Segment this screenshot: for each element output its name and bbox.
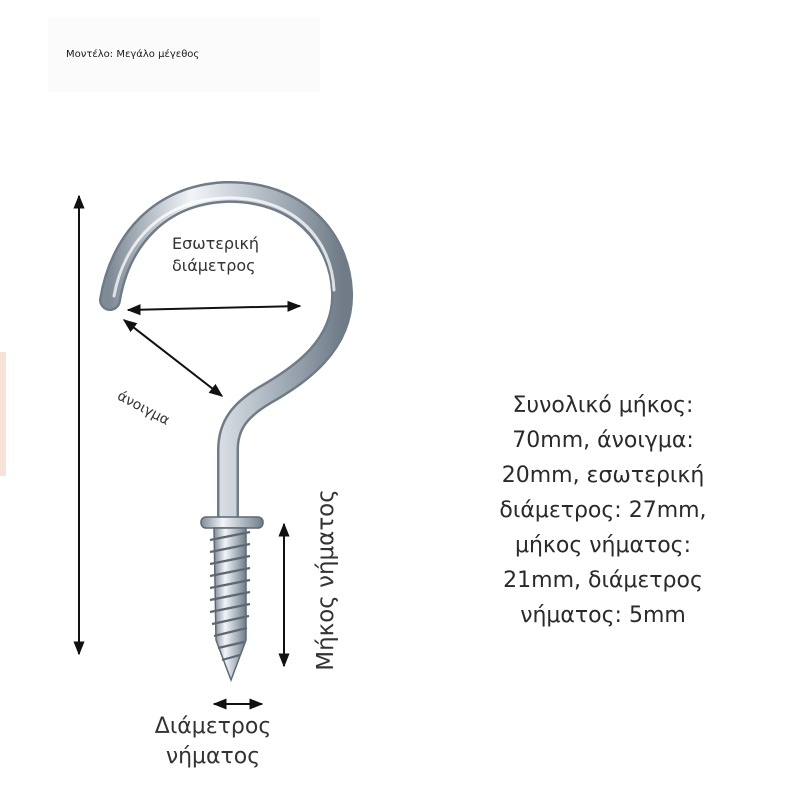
model-label: Μοντέλο: Μεγάλο μέγεθος <box>66 49 200 60</box>
inner-diameter-arrow <box>128 306 300 310</box>
thread-diameter-label: Διάμετρος νήματος <box>154 714 272 769</box>
inner-diameter-label: Εσωτερική διάμετρος <box>172 234 260 275</box>
opening-label: άνοιγμα <box>114 388 173 429</box>
opening-arrow <box>124 320 222 396</box>
thread-length-label: Μήκος νήματος <box>313 489 339 671</box>
screw-thread <box>210 528 250 680</box>
spec-text: Συνολικό μήκος: 70mm, άνοιγμα: 20mm, εσωτερική διάμετρος: 27mm, μήκος νήματος: 21mm, διάμετρος νήματος: 5mm <box>499 393 707 628</box>
hook-collar <box>201 517 263 528</box>
